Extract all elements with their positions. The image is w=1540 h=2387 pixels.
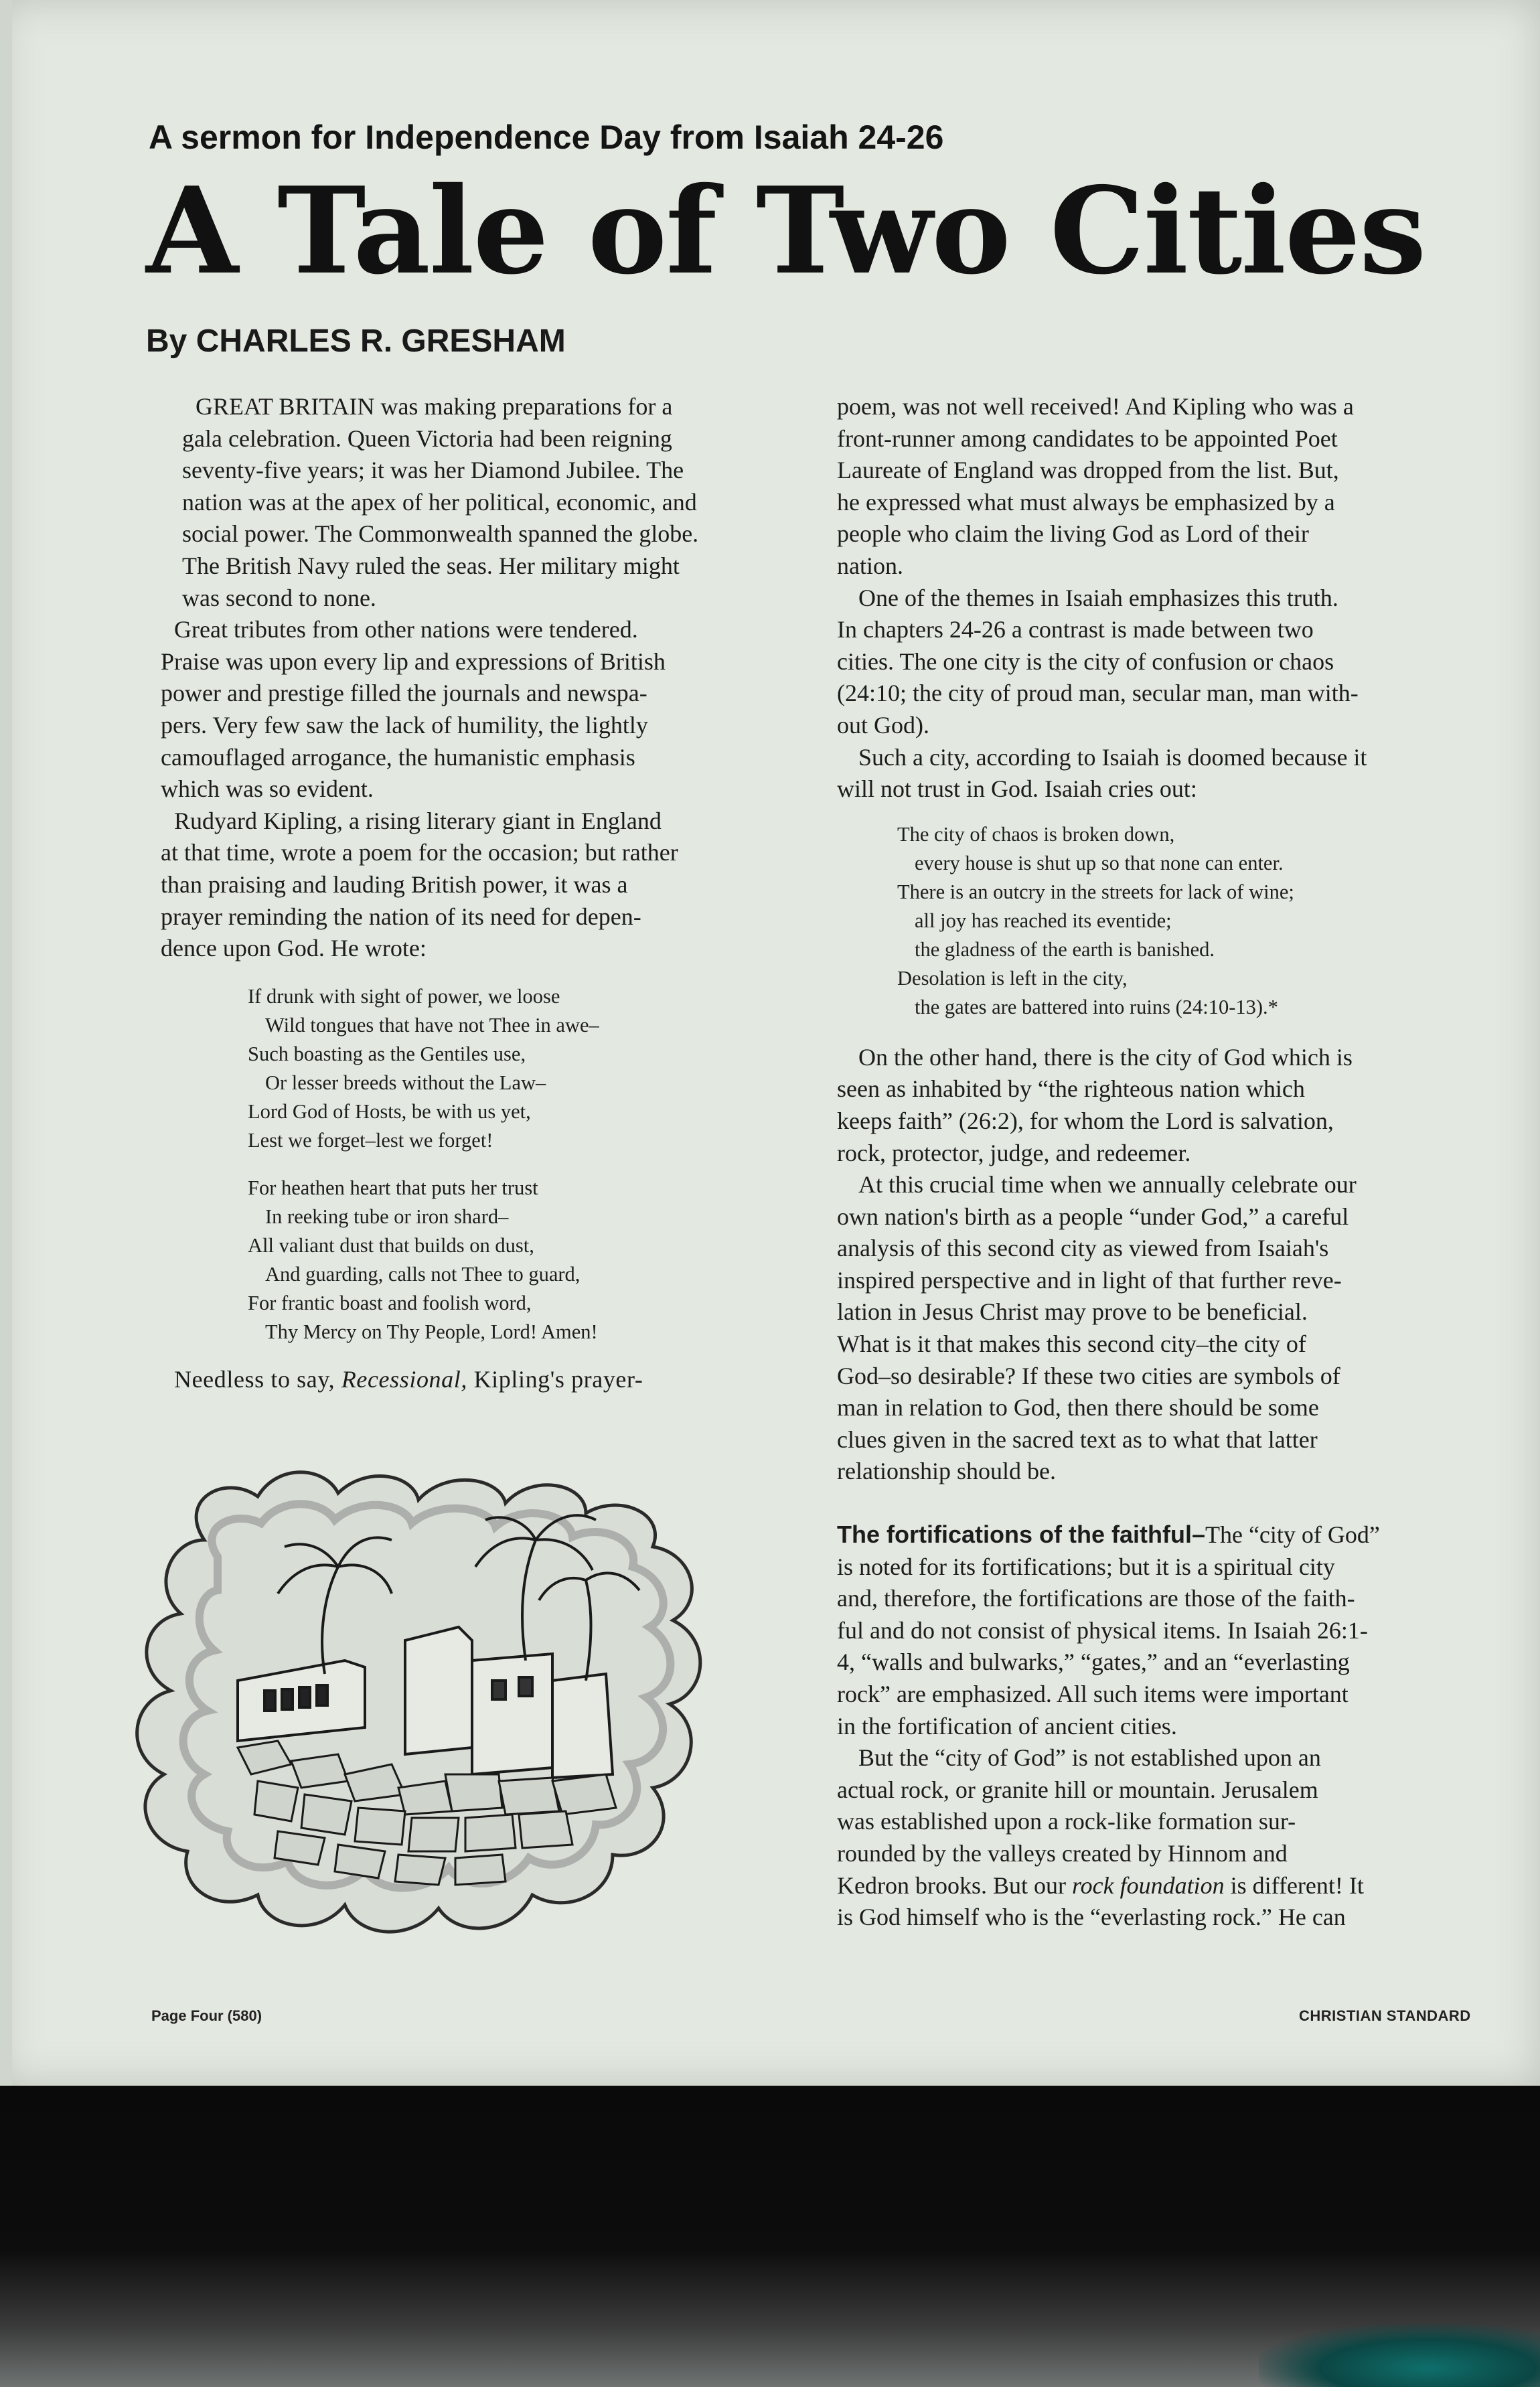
quote-line: The city of chaos is broken down, (897, 822, 1175, 846)
text-line: God–so desirable? If these two cities are symbols of (837, 1362, 1340, 1389)
poem-line: For frantic boast and foolish word, (248, 1291, 532, 1314)
poem-line: Wild tongues that have not Thee in awe– (265, 1013, 599, 1036)
poem-line: And guarding, calls not Thee to guard, (265, 1262, 581, 1286)
text-line: nation. (837, 552, 903, 579)
paragraph (837, 583, 1480, 742)
article-title: A Tale of Two Cities (146, 161, 1426, 301)
ruined-city-illustration (124, 1460, 757, 1979)
page-number-footer: Page Four (580) (151, 2007, 262, 2024)
italic-title: Recessional, (341, 1365, 467, 1393)
text-line: prayer reminding the nation of its need for depen- (161, 903, 641, 930)
paragraph (161, 391, 790, 614)
paragraph (161, 805, 790, 965)
italic-phrase: rock foundation (1071, 1871, 1225, 1899)
quote-line: There is an outcry in the streets for lack of wine; (897, 880, 1294, 903)
text-line: power and prestige filled the journals and newspa- (161, 680, 647, 707)
kipling-poem-stanza-1 (248, 982, 790, 1155)
quote-line: all joy has reached its eventide; (915, 909, 1172, 932)
publication-name-footer: CHRISTIAN STANDARD (1299, 2007, 1471, 2024)
text-line: inspired perspective and in light of that further reve- (837, 1266, 1342, 1294)
text-line: social power. The Commonwealth spanned the globe. (182, 520, 699, 548)
poem-line: Lord God of Hosts, be with us yet, (248, 1099, 531, 1123)
text-line: camouflaged arrogance, the humanistic emphasis (161, 743, 635, 771)
text-line (161, 1364, 790, 1396)
text-run: is different! It (1224, 1871, 1364, 1899)
paragraph (837, 391, 1480, 583)
text-line: own nation's birth as a people “under God,” a careful (837, 1203, 1349, 1230)
text-line: relationship should be. (837, 1458, 1056, 1485)
text-line: in the fortification of ancient cities. (837, 1712, 1177, 1740)
section-subhead: The fortifications of the faithful– (837, 1521, 1205, 1549)
text-line: out God). (837, 711, 929, 739)
text-line: man in relation to God, then there should be some (837, 1394, 1319, 1421)
text-line: Great tributes from other nations were tendered. (174, 616, 638, 643)
text-line: is noted for its fortifications; but it is a spiritual city (837, 1553, 1335, 1580)
paragraph (161, 614, 790, 805)
left-column (161, 391, 790, 1395)
text-line: is God himself who is the “everlasting rock.” He can (837, 1904, 1346, 1931)
isaiah-quote (897, 820, 1480, 1022)
poem-line: Lest we forget–lest we forget! (248, 1128, 493, 1152)
text-line: analysis of this second city as viewed from Isaiah's (837, 1235, 1329, 1262)
text-line: front-runner among candidates to be appointed Poet (837, 425, 1338, 452)
paragraph (837, 1519, 1480, 1742)
poem-line: All valiant dust that builds on dust, (248, 1233, 534, 1257)
text-line: which was so evident. (161, 775, 374, 803)
page-edge (0, 0, 12, 2086)
text-line: Laureate of England was dropped from the list. But, (837, 457, 1339, 484)
text-line: 4, “walls and bulwarks,” “gates,” and an “everlasting (837, 1648, 1350, 1676)
article-byline: By CHARLES R. GRESHAM (146, 323, 566, 359)
text-line (837, 1519, 1480, 1551)
text-line: GREAT BRITAIN was making preparations for a (196, 393, 673, 420)
poem-line: For heathen heart that puts her trust (248, 1176, 538, 1199)
poem-line: If drunk with sight of power, we loose (248, 984, 560, 1008)
text-run: Kedron brooks. But our (837, 1871, 1072, 1899)
quote-line: Desolation is left in the city, (897, 966, 1128, 990)
text-line: nation was at the apex of her political, economic, and (182, 488, 697, 516)
text-line: cities. The one city is the city of confusion or chaos (837, 647, 1334, 675)
text-line: than praising and lauding British power, it was a (161, 870, 628, 898)
text-line: was established upon a rock-like formation sur- (837, 1808, 1296, 1835)
text-line: Rudyard Kipling, a rising literary giant in England (174, 807, 662, 834)
text-line: Such a city, according to Isaiah is doomed because it (858, 743, 1367, 771)
text-line: pers. Very few saw the lack of humility, the lightly (161, 711, 648, 739)
text-line: poem, was not well received! And Kipling who was a (837, 393, 1354, 420)
text-line: (24:10; the city of proud man, secular man, man with- (837, 680, 1359, 707)
text-line: rounded by the valleys created by Hinnom and (837, 1839, 1288, 1867)
text-line: he expressed what must always be emphasized by a (837, 488, 1335, 516)
quote-line: the gates are battered into ruins (24:10-13).* (915, 995, 1278, 1018)
quote-line: the gladness of the earth is banished. (915, 937, 1215, 961)
paragraph (837, 1042, 1480, 1169)
paragraph (161, 1364, 790, 1396)
poem-line: Such boasting as the Gentiles use, (248, 1042, 526, 1065)
text-line: Praise was upon every lip and expressions of British (161, 647, 666, 675)
text-line: people who claim the living God as Lord of their (837, 520, 1309, 548)
text-line: The British Navy ruled the seas. Her military might (182, 552, 680, 579)
text-line: at that time, wrote a poem for the occasion; but rather (161, 839, 678, 866)
text-line: rock, protector, judge, and redeemer. (837, 1139, 1191, 1166)
text-run: The “city of God” (1205, 1521, 1380, 1549)
kipling-poem-stanza-2 (248, 1174, 790, 1346)
right-column (837, 391, 1480, 1934)
text-line: was second to none. (182, 584, 376, 611)
paragraph (837, 742, 1480, 805)
text-line: keeps faith” (26:2), for whom the Lord is salvation, (837, 1107, 1334, 1134)
text-line (837, 1870, 1480, 1902)
text-line: clues given in the sacred text as to what that latter (837, 1426, 1318, 1453)
text-line: What is it that makes this second city–the city of (837, 1330, 1306, 1358)
text-line: But the “city of God” is not established upon an (858, 1744, 1321, 1772)
text-line: seventy-five years; it was her Diamond Jubilee. The (182, 457, 684, 484)
poem-line: Or lesser breeds without the Law– (265, 1071, 546, 1094)
text-line: and, therefore, the fortifications are those of the faith- (837, 1585, 1355, 1612)
quote-line: every house is shut up so that none can enter. (915, 851, 1284, 874)
paragraph (837, 1169, 1480, 1488)
text-line: actual rock, or granite hill or mountain. Jerusalem (837, 1776, 1318, 1803)
article-kicker: A sermon for Independence Day from Isaiah 24-26 (149, 119, 944, 156)
text-line: gala celebration. Queen Victoria had been reigning (182, 425, 672, 452)
text-line: will not trust in God. Isaiah cries out: (837, 775, 1197, 803)
text-run: Needless to say, (174, 1365, 341, 1393)
text-line: rock” are emphasized. All such items were important (837, 1681, 1349, 1707)
text-line: On the other hand, there is the city of God which is (858, 1043, 1353, 1071)
paragraph (837, 1742, 1480, 1934)
text-run: Kipling's prayer- (467, 1365, 643, 1393)
poem-line: In reeking tube or iron shard– (265, 1205, 509, 1228)
text-line: At this crucial time when we annually celebrate our (858, 1171, 1357, 1199)
text-line: ful and do not consist of physical items. In Isaiah 26:1- (837, 1616, 1368, 1644)
text-line: One of the themes in Isaiah emphasizes this truth. (858, 584, 1338, 611)
text-line: In chapters 24-26 a contrast is made between two (837, 616, 1314, 643)
text-line: dence upon God. He wrote: (161, 935, 427, 962)
text-line: lation in Jesus Christ may prove to be beneficial. (837, 1298, 1308, 1326)
poem-line: Thy Mercy on Thy People, Lord! Amen! (265, 1320, 598, 1343)
teal-fabric (1259, 2323, 1540, 2387)
text-line: seen as inhabited by “the righteous nation which (837, 1075, 1305, 1103)
